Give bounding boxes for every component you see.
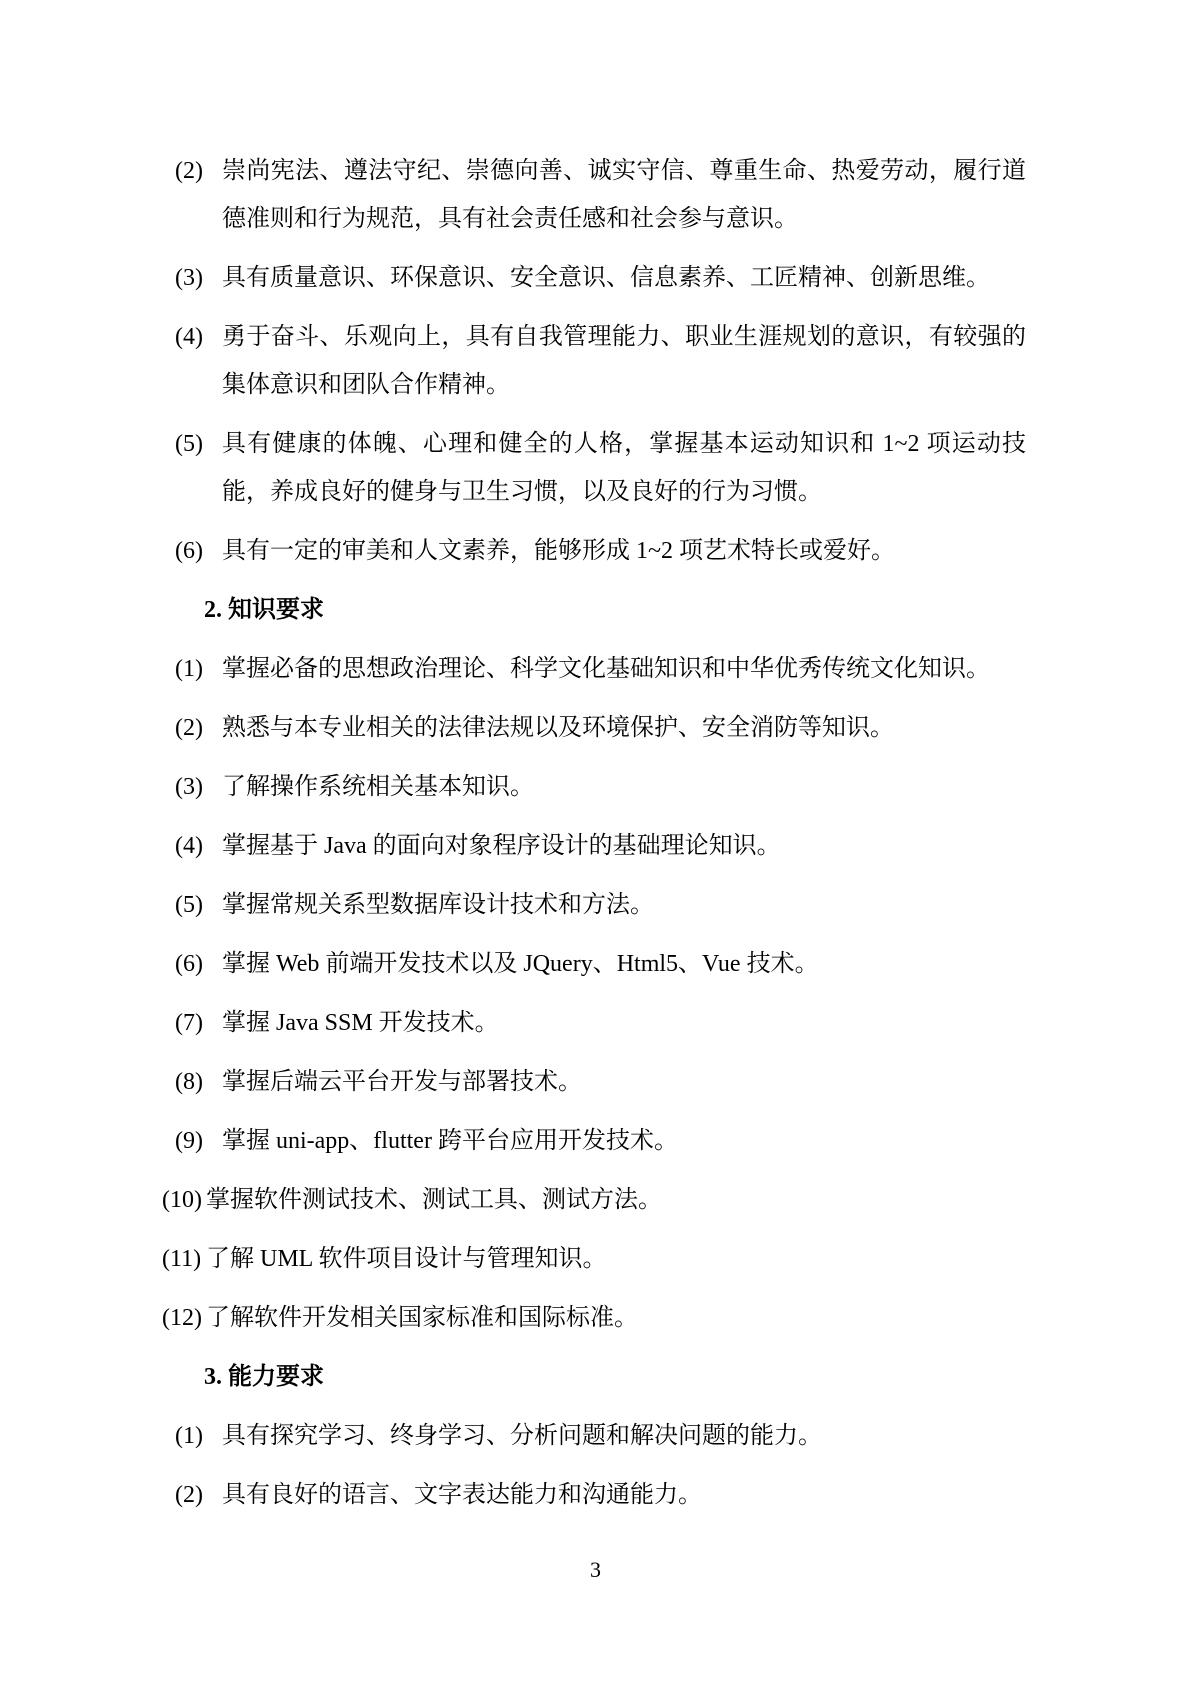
item-number: (5) (175, 431, 203, 457)
list-item-knowledge-6 (166, 940, 1026, 988)
item-number: (11) (162, 1246, 202, 1272)
item-text: 了解软件开发相关国家标准和国际标准。 (206, 1305, 638, 1331)
list-item-ability-2 (166, 1471, 1026, 1519)
section-heading-knowledge: 2. 知识要求 (204, 597, 324, 623)
list-item-knowledge-9 (166, 1117, 1026, 1165)
item-text: 具有质量意识、环保意识、安全意识、信息素养、工匠精神、创新思维。 (222, 265, 990, 291)
item-text: 了解操作系统相关基本知识。 (222, 774, 534, 800)
item-text: 掌握 Java SSM 开发技术。 (222, 1010, 499, 1036)
item-text: 具有探究学习、终身学习、分析问题和解决问题的能力。 (222, 1423, 822, 1449)
item-number: (9) (175, 1128, 203, 1154)
item-text: 掌握常规关系型数据库设计技术和方法。 (222, 892, 654, 918)
section-heading-ability: 3. 能力要求 (204, 1364, 324, 1390)
item-text: 熟悉与本专业相关的法律法规以及环境保护、安全消防等知识。 (222, 715, 894, 741)
list-item-moral-6 (166, 527, 1026, 575)
item-number: (1) (175, 1423, 203, 1449)
item-number: (8) (175, 1069, 203, 1095)
page-number: 3 (590, 1557, 601, 1582)
page-content (162, 147, 1026, 1530)
list-item-knowledge-4 (166, 822, 1026, 870)
item-number: (5) (175, 892, 203, 918)
list-item-knowledge-3 (166, 763, 1026, 811)
list-item-knowledge-10 (162, 1176, 1026, 1224)
list-item-moral-3 (166, 254, 1026, 302)
item-number: (6) (175, 951, 203, 977)
list-item-knowledge-12 (162, 1294, 1026, 1342)
list-item-ability-1 (166, 1412, 1026, 1460)
item-number: (6) (175, 538, 203, 564)
item-number: (2) (175, 1482, 203, 1508)
item-number: (12) (162, 1305, 202, 1331)
item-text: 掌握 Web 前端开发技术以及 JQuery、Html5、Vue 技术。 (222, 951, 819, 977)
list-item-knowledge-8 (166, 1058, 1026, 1106)
item-text: 勇于奋斗、乐观向上，具有自我管理能力、职业生涯规划的意识，有较强的集体意识和团队合作精神。 (222, 324, 1026, 398)
item-text: 崇尚宪法、遵法守纪、崇德向善、诚实守信、尊重生命、热爱劳动，履行道德准则和行为规范，具有社会责任感和社会参与意识。 (222, 158, 1026, 232)
list-item-knowledge-5 (166, 881, 1026, 929)
list-item-knowledge-7 (166, 999, 1026, 1047)
item-number: (10) (162, 1187, 202, 1213)
item-number: (2) (175, 158, 203, 184)
list-item-knowledge-11 (162, 1235, 1026, 1283)
list-item-moral-5 (166, 420, 1026, 516)
item-text: 掌握后端云平台开发与部署技术。 (222, 1069, 582, 1095)
list-item-moral-2 (166, 147, 1026, 243)
item-text: 掌握软件测试技术、测试工具、测试方法。 (206, 1187, 662, 1213)
item-text: 掌握 uni-app、flutter 跨平台应用开发技术。 (222, 1128, 678, 1154)
item-number: (4) (175, 833, 203, 859)
item-number: (3) (175, 774, 203, 800)
item-number: (7) (175, 1010, 203, 1036)
list-item-knowledge-2 (166, 704, 1026, 752)
item-number: (2) (175, 715, 203, 741)
list-item-moral-4 (166, 313, 1026, 409)
list-item-knowledge-1 (166, 645, 1026, 693)
item-number: (1) (175, 656, 203, 682)
item-text: 了解 UML 软件项目设计与管理知识。 (206, 1246, 607, 1272)
item-text: 具有一定的审美和人文素养，能够形成 1~2 项艺术特长或爱好。 (222, 538, 895, 564)
item-number: (4) (175, 324, 203, 350)
item-text: 具有健康的体魄、心理和健全的人格，掌握基本运动知识和 1~2 项运动技能，养成良好的健身与卫生习惯，以及良好的行为习惯。 (222, 431, 1026, 505)
item-text: 掌握必备的思想政治理论、科学文化基础知识和中华优秀传统文化知识。 (222, 656, 990, 682)
item-number: (3) (175, 265, 203, 291)
item-text: 掌握基于 Java 的面向对象程序设计的基础理论知识。 (222, 833, 781, 859)
item-text: 具有良好的语言、文字表达能力和沟通能力。 (222, 1482, 702, 1508)
